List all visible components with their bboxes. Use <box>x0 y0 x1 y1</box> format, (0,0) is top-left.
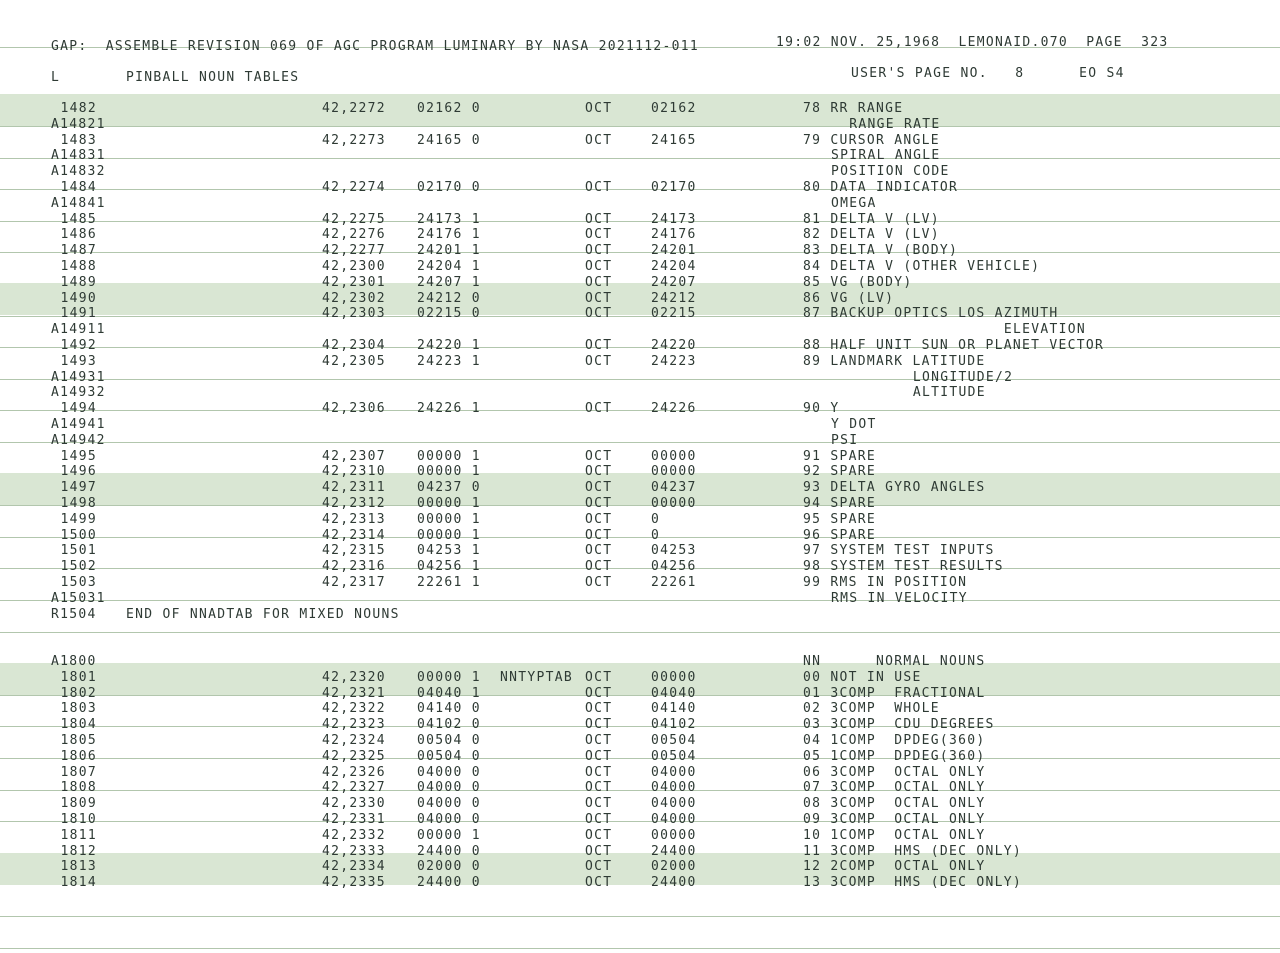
octal-word: 24165 0 <box>417 133 481 148</box>
comment-text: 09 3COMP OCTAL ONLY <box>803 812 986 827</box>
line-number: 1805 <box>60 733 97 748</box>
comment-text: 89 LANDMARK LATITUDE <box>803 354 986 369</box>
operand: 24204 <box>651 259 697 274</box>
comment-text: 03 3COMP CDU DEGREES <box>803 717 995 732</box>
address: 42,2326 <box>322 765 386 780</box>
line-number: 1811 <box>60 828 97 843</box>
comment-text: RMS IN VELOCITY <box>831 591 968 606</box>
paper-band <box>0 283 1280 315</box>
opcode: OCT <box>585 259 613 274</box>
line-number: A14941 <box>51 417 106 432</box>
opcode: OCT <box>585 306 613 321</box>
comment-text: 94 SPARE <box>803 496 877 511</box>
comment-text: 05 1COMP DPDEG(360) <box>803 749 986 764</box>
line-number: 1499 <box>60 512 97 527</box>
comment-text: Y DOT <box>831 417 877 432</box>
address: 42,2301 <box>322 275 386 290</box>
octal-word: 00504 0 <box>417 749 481 764</box>
comment-text: POSITION CODE <box>831 164 950 179</box>
comment-text: 93 DELTA GYRO ANGLES <box>803 480 986 495</box>
comment-text: 99 RMS IN POSITION <box>803 575 968 590</box>
address: 42,2335 <box>322 875 386 890</box>
opcode: OCT <box>585 449 613 464</box>
opcode: OCT <box>585 243 613 258</box>
opcode: OCT <box>585 559 613 574</box>
octal-word: 24176 1 <box>417 227 481 242</box>
address: 42,2311 <box>322 480 386 495</box>
operand: 02215 <box>651 306 697 321</box>
octal-word: 24226 1 <box>417 401 481 416</box>
line-number: 1487 <box>60 243 97 258</box>
comment-text: OMEGA <box>831 196 877 211</box>
comment-text: LONGITUDE/2 <box>912 370 1014 385</box>
operand: 04000 <box>651 812 697 827</box>
header-section-title: PINBALL NOUN TABLES <box>126 70 300 85</box>
operand: 04000 <box>651 780 697 795</box>
operand: 00000 <box>651 670 697 685</box>
paper-band <box>0 94 1280 126</box>
operand: 24207 <box>651 275 697 290</box>
address: 42,2324 <box>322 733 386 748</box>
octal-word: 04000 0 <box>417 796 481 811</box>
line-number: 1494 <box>60 401 97 416</box>
address: 42,2276 <box>322 227 386 242</box>
operand: 04140 <box>651 701 697 716</box>
octal-word: 24220 1 <box>417 338 481 353</box>
opcode: OCT <box>585 275 613 290</box>
operand: 04256 <box>651 559 697 574</box>
octal-word: 00000 1 <box>417 670 481 685</box>
octal-word: 04237 0 <box>417 480 481 495</box>
operand: 04102 <box>651 717 697 732</box>
line-number: A14932 <box>51 385 106 400</box>
line-number: 1808 <box>60 780 97 795</box>
address: 42,2327 <box>322 780 386 795</box>
line-number: 1492 <box>60 338 97 353</box>
opcode: OCT <box>585 749 613 764</box>
opcode: OCT <box>585 717 613 732</box>
octal-word: 02162 0 <box>417 101 481 116</box>
operand: 04040 <box>651 686 697 701</box>
comment-text: ALTITUDE <box>912 385 986 400</box>
comment-text: PSI <box>831 433 859 448</box>
comment-text: 92 SPARE <box>803 464 877 479</box>
paper-rule <box>0 537 1280 538</box>
opcode: OCT <box>585 844 613 859</box>
paper-rule <box>0 252 1280 253</box>
operand: 00000 <box>651 464 697 479</box>
operand: 02000 <box>651 859 697 874</box>
octal-word: 04000 0 <box>417 780 481 795</box>
comment-text: 12 2COMP OCTAL ONLY <box>803 859 986 874</box>
line-number: 1483 <box>60 133 97 148</box>
line-number: 1484 <box>60 180 97 195</box>
line-number: 1810 <box>60 812 97 827</box>
operand: 04253 <box>651 543 697 558</box>
address: 42,2320 <box>322 670 386 685</box>
line-number: 1501 <box>60 543 97 558</box>
address: 42,2307 <box>322 449 386 464</box>
line-number: 1806 <box>60 749 97 764</box>
comment-text: 98 SYSTEM TEST RESULTS <box>803 559 1004 574</box>
operand: 24201 <box>651 243 697 258</box>
operand: 00000 <box>651 449 697 464</box>
address: 42,2332 <box>322 828 386 843</box>
comment-text: 07 3COMP OCTAL ONLY <box>803 780 986 795</box>
address: 42,2306 <box>322 401 386 416</box>
operand: 00000 <box>651 496 697 511</box>
opcode: OCT <box>585 670 613 685</box>
opcode: OCT <box>585 101 613 116</box>
paper-rule <box>0 568 1280 569</box>
address: 42,2325 <box>322 749 386 764</box>
paper-rule <box>0 790 1280 791</box>
paper-rule <box>0 316 1280 317</box>
line-number: 1809 <box>60 796 97 811</box>
paper-rule <box>0 410 1280 411</box>
opcode: OCT <box>585 780 613 795</box>
address: 42,2277 <box>322 243 386 258</box>
paper-rule <box>0 189 1280 190</box>
octal-word: 00000 1 <box>417 449 481 464</box>
header-date-page: 19:02 NOV. 25,1968 LEMONAID.070 PAGE 323 <box>776 35 1169 50</box>
opcode: OCT <box>585 480 613 495</box>
operand: 02162 <box>651 101 697 116</box>
comment-text: 83 DELTA V (BODY) <box>803 243 959 258</box>
comment-text: 95 SPARE <box>803 512 877 527</box>
opcode: OCT <box>585 512 613 527</box>
line-number: 1495 <box>60 449 97 464</box>
opcode: OCT <box>585 686 613 701</box>
line-number: A14911 <box>51 322 106 337</box>
opcode: OCT <box>585 701 613 716</box>
paper-rule <box>0 442 1280 443</box>
opcode: OCT <box>585 575 613 590</box>
paper-rule <box>0 158 1280 159</box>
address: 42,2300 <box>322 259 386 274</box>
address: 42,2331 <box>322 812 386 827</box>
line-number: 1803 <box>60 701 97 716</box>
paper-rule <box>0 632 1280 633</box>
operand: 24220 <box>651 338 697 353</box>
paper-band <box>0 473 1280 505</box>
line-number: 1503 <box>60 575 97 590</box>
comment-text: 02 3COMP WHOLE <box>803 701 940 716</box>
address: 42,2273 <box>322 133 386 148</box>
paper-rule <box>0 726 1280 727</box>
octal-word: 22261 1 <box>417 575 481 590</box>
comment-text: 11 3COMP HMS (DEC ONLY) <box>803 844 1023 859</box>
octal-word: 00000 1 <box>417 464 481 479</box>
address: 42,2313 <box>322 512 386 527</box>
comment-text: 80 DATA INDICATOR <box>803 180 959 195</box>
line-number: 1497 <box>60 480 97 495</box>
comment-text: 00 NOT IN USE <box>803 670 922 685</box>
comment-text: 90 Y <box>803 401 840 416</box>
line-number: 1813 <box>60 859 97 874</box>
octal-word: 24204 1 <box>417 259 481 274</box>
operand: 24400 <box>651 844 697 859</box>
operand: 00000 <box>651 828 697 843</box>
line-number: 1491 <box>60 306 97 321</box>
comment-text: ELEVATION <box>1003 322 1087 337</box>
paper-rule <box>0 505 1280 506</box>
octal-word: 24207 1 <box>417 275 481 290</box>
operand: 0 <box>651 512 661 527</box>
address: 42,2334 <box>322 859 386 874</box>
paper-rule <box>0 379 1280 380</box>
address: 42,2305 <box>322 354 386 369</box>
comment-text: 97 SYSTEM TEST INPUTS <box>803 543 995 558</box>
line-number: 1802 <box>60 686 97 701</box>
address: 42,2333 <box>322 844 386 859</box>
operand: 24212 <box>651 291 697 306</box>
octal-word: 00000 1 <box>417 496 481 511</box>
paper-rule <box>0 948 1280 949</box>
line-number: A14821 <box>51 117 106 132</box>
line-number: 1812 <box>60 844 97 859</box>
octal-word: 04140 0 <box>417 701 481 716</box>
paper-rule <box>0 758 1280 759</box>
address: 42,2314 <box>322 528 386 543</box>
address: 42,2275 <box>322 212 386 227</box>
octal-word: 02000 0 <box>417 859 481 874</box>
operand: 00504 <box>651 733 697 748</box>
operand: 24176 <box>651 227 697 242</box>
opcode: OCT <box>585 133 613 148</box>
octal-word: 00000 1 <box>417 512 481 527</box>
line-number: 1496 <box>60 464 97 479</box>
comment-text: 08 3COMP OCTAL ONLY <box>803 796 986 811</box>
operand: 0 <box>651 528 661 543</box>
opcode: OCT <box>585 796 613 811</box>
octal-word: 04040 1 <box>417 686 481 701</box>
opcode: OCT <box>585 291 613 306</box>
operand: 00504 <box>651 749 697 764</box>
address: 42,2312 <box>322 496 386 511</box>
paper-rule <box>0 695 1280 696</box>
comment-text: 13 3COMP HMS (DEC ONLY) <box>803 875 1023 890</box>
paper-rule <box>0 821 1280 822</box>
paper-band <box>0 853 1280 885</box>
opcode: OCT <box>585 180 613 195</box>
address: 42,2315 <box>322 543 386 558</box>
comment-text: 86 VG (LV) <box>803 291 895 306</box>
line-number: 1498 <box>60 496 97 511</box>
comment-text: 10 1COMP OCTAL ONLY <box>803 828 986 843</box>
header-assembly-line: GAP: ASSEMBLE REVISION 069 OF AGC PROGRAM LUMINARY BY NASA 2021112-011 <box>51 39 699 54</box>
octal-word: 00000 1 <box>417 528 481 543</box>
opcode: OCT <box>585 227 613 242</box>
line-number: 1807 <box>60 765 97 780</box>
line-number: A14942 <box>51 433 106 448</box>
address: 42,2310 <box>322 464 386 479</box>
address: 42,2272 <box>322 101 386 116</box>
octal-word: 02215 0 <box>417 306 481 321</box>
octal-word: 24201 1 <box>417 243 481 258</box>
line-number: 1502 <box>60 559 97 574</box>
address: 42,2322 <box>322 701 386 716</box>
operand: 24400 <box>651 875 697 890</box>
opcode: OCT <box>585 401 613 416</box>
line-number: 1488 <box>60 259 97 274</box>
comment-text: 88 HALF UNIT SUN OR PLANET VECTOR <box>803 338 1105 353</box>
octal-word: 24400 0 <box>417 875 481 890</box>
opcode: OCT <box>585 812 613 827</box>
octal-word: 24400 0 <box>417 844 481 859</box>
comment-text: 91 SPARE <box>803 449 877 464</box>
line-number: 1500 <box>60 528 97 543</box>
operand: 04000 <box>651 765 697 780</box>
opcode: OCT <box>585 464 613 479</box>
comment-text: 04 1COMP DPDEG(360) <box>803 733 986 748</box>
comment-text: 79 CURSOR ANGLE <box>803 133 940 148</box>
octal-word: 00504 0 <box>417 733 481 748</box>
opcode: OCT <box>585 496 613 511</box>
opcode: OCT <box>585 543 613 558</box>
line-number: 1482 <box>60 101 97 116</box>
opcode: OCT <box>585 859 613 874</box>
address: 42,2323 <box>322 717 386 732</box>
opcode: OCT <box>585 733 613 748</box>
comment-text: 81 DELTA V (LV) <box>803 212 940 227</box>
comment-text: NN NORMAL NOUNS <box>803 654 986 669</box>
line-number: 1485 <box>60 212 97 227</box>
operand: 04000 <box>651 796 697 811</box>
line-number: 1801 <box>60 670 97 685</box>
line-number: A1800 <box>51 654 97 669</box>
address: 42,2303 <box>322 306 386 321</box>
opcode: OCT <box>585 212 613 227</box>
line-number: A14841 <box>51 196 106 211</box>
line-number: 1486 <box>60 227 97 242</box>
paper-band <box>0 663 1280 695</box>
header-user-page: USER'S PAGE NO. 8 EO S4 <box>851 66 1125 81</box>
comment-text: 96 SPARE <box>803 528 877 543</box>
paper-rule <box>0 221 1280 222</box>
octal-word: 24212 0 <box>417 291 481 306</box>
line-number: A14931 <box>51 370 106 385</box>
opcode: OCT <box>585 528 613 543</box>
opcode: OCT <box>585 354 613 369</box>
comment-text: 87 BACKUP OPTICS LOS AZIMUTH <box>803 306 1059 321</box>
operand: 24226 <box>651 401 697 416</box>
octal-word: 24173 1 <box>417 212 481 227</box>
octal-word: 04000 0 <box>417 765 481 780</box>
address: 42,2317 <box>322 575 386 590</box>
octal-word: 24223 1 <box>417 354 481 369</box>
comment-text: RANGE RATE <box>849 117 941 132</box>
address: 42,2321 <box>322 686 386 701</box>
comment-text: SPIRAL ANGLE <box>831 148 941 163</box>
octal-word: 04102 0 <box>417 717 481 732</box>
line-number: 1489 <box>60 275 97 290</box>
opcode: OCT <box>585 875 613 890</box>
address: 42,2274 <box>322 180 386 195</box>
opcode: OCT <box>585 765 613 780</box>
operand: 24165 <box>651 133 697 148</box>
octal-word: 04253 1 <box>417 543 481 558</box>
remark-text: END OF NNADTAB FOR MIXED NOUNS <box>126 607 400 622</box>
line-number: A14832 <box>51 164 106 179</box>
line-number: 1490 <box>60 291 97 306</box>
comment-text: 85 VG (BODY) <box>803 275 913 290</box>
opcode: OCT <box>585 338 613 353</box>
comment-text: 82 DELTA V (LV) <box>803 227 940 242</box>
paper-rule <box>0 916 1280 917</box>
line-number: 1804 <box>60 717 97 732</box>
paper-rule <box>0 126 1280 127</box>
comment-text: 84 DELTA V (OTHER VEHICLE) <box>803 259 1041 274</box>
symbol-label: NNTYPTAB <box>500 670 574 685</box>
octal-word: 02170 0 <box>417 180 481 195</box>
octal-word: 00000 1 <box>417 828 481 843</box>
comment-text: 01 3COMP FRACTIONAL <box>803 686 986 701</box>
operand: 04237 <box>651 480 697 495</box>
line-number: R1504 <box>51 607 97 622</box>
line-number: 1493 <box>60 354 97 369</box>
octal-word: 04000 0 <box>417 812 481 827</box>
operand: 02170 <box>651 180 697 195</box>
operand: 24223 <box>651 354 697 369</box>
address: 42,2304 <box>322 338 386 353</box>
header-flag: L <box>51 70 61 85</box>
operand: 24173 <box>651 212 697 227</box>
line-number: A15031 <box>51 591 106 606</box>
paper-rule <box>0 600 1280 601</box>
octal-word: 04256 1 <box>417 559 481 574</box>
address: 42,2302 <box>322 291 386 306</box>
comment-text: 78 RR RANGE <box>803 101 904 116</box>
address: 42,2330 <box>322 796 386 811</box>
line-number: A14831 <box>51 148 106 163</box>
comment-text: 06 3COMP OCTAL ONLY <box>803 765 986 780</box>
operand: 22261 <box>651 575 697 590</box>
line-number: 1814 <box>60 875 97 890</box>
opcode: OCT <box>585 828 613 843</box>
address: 42,2316 <box>322 559 386 574</box>
